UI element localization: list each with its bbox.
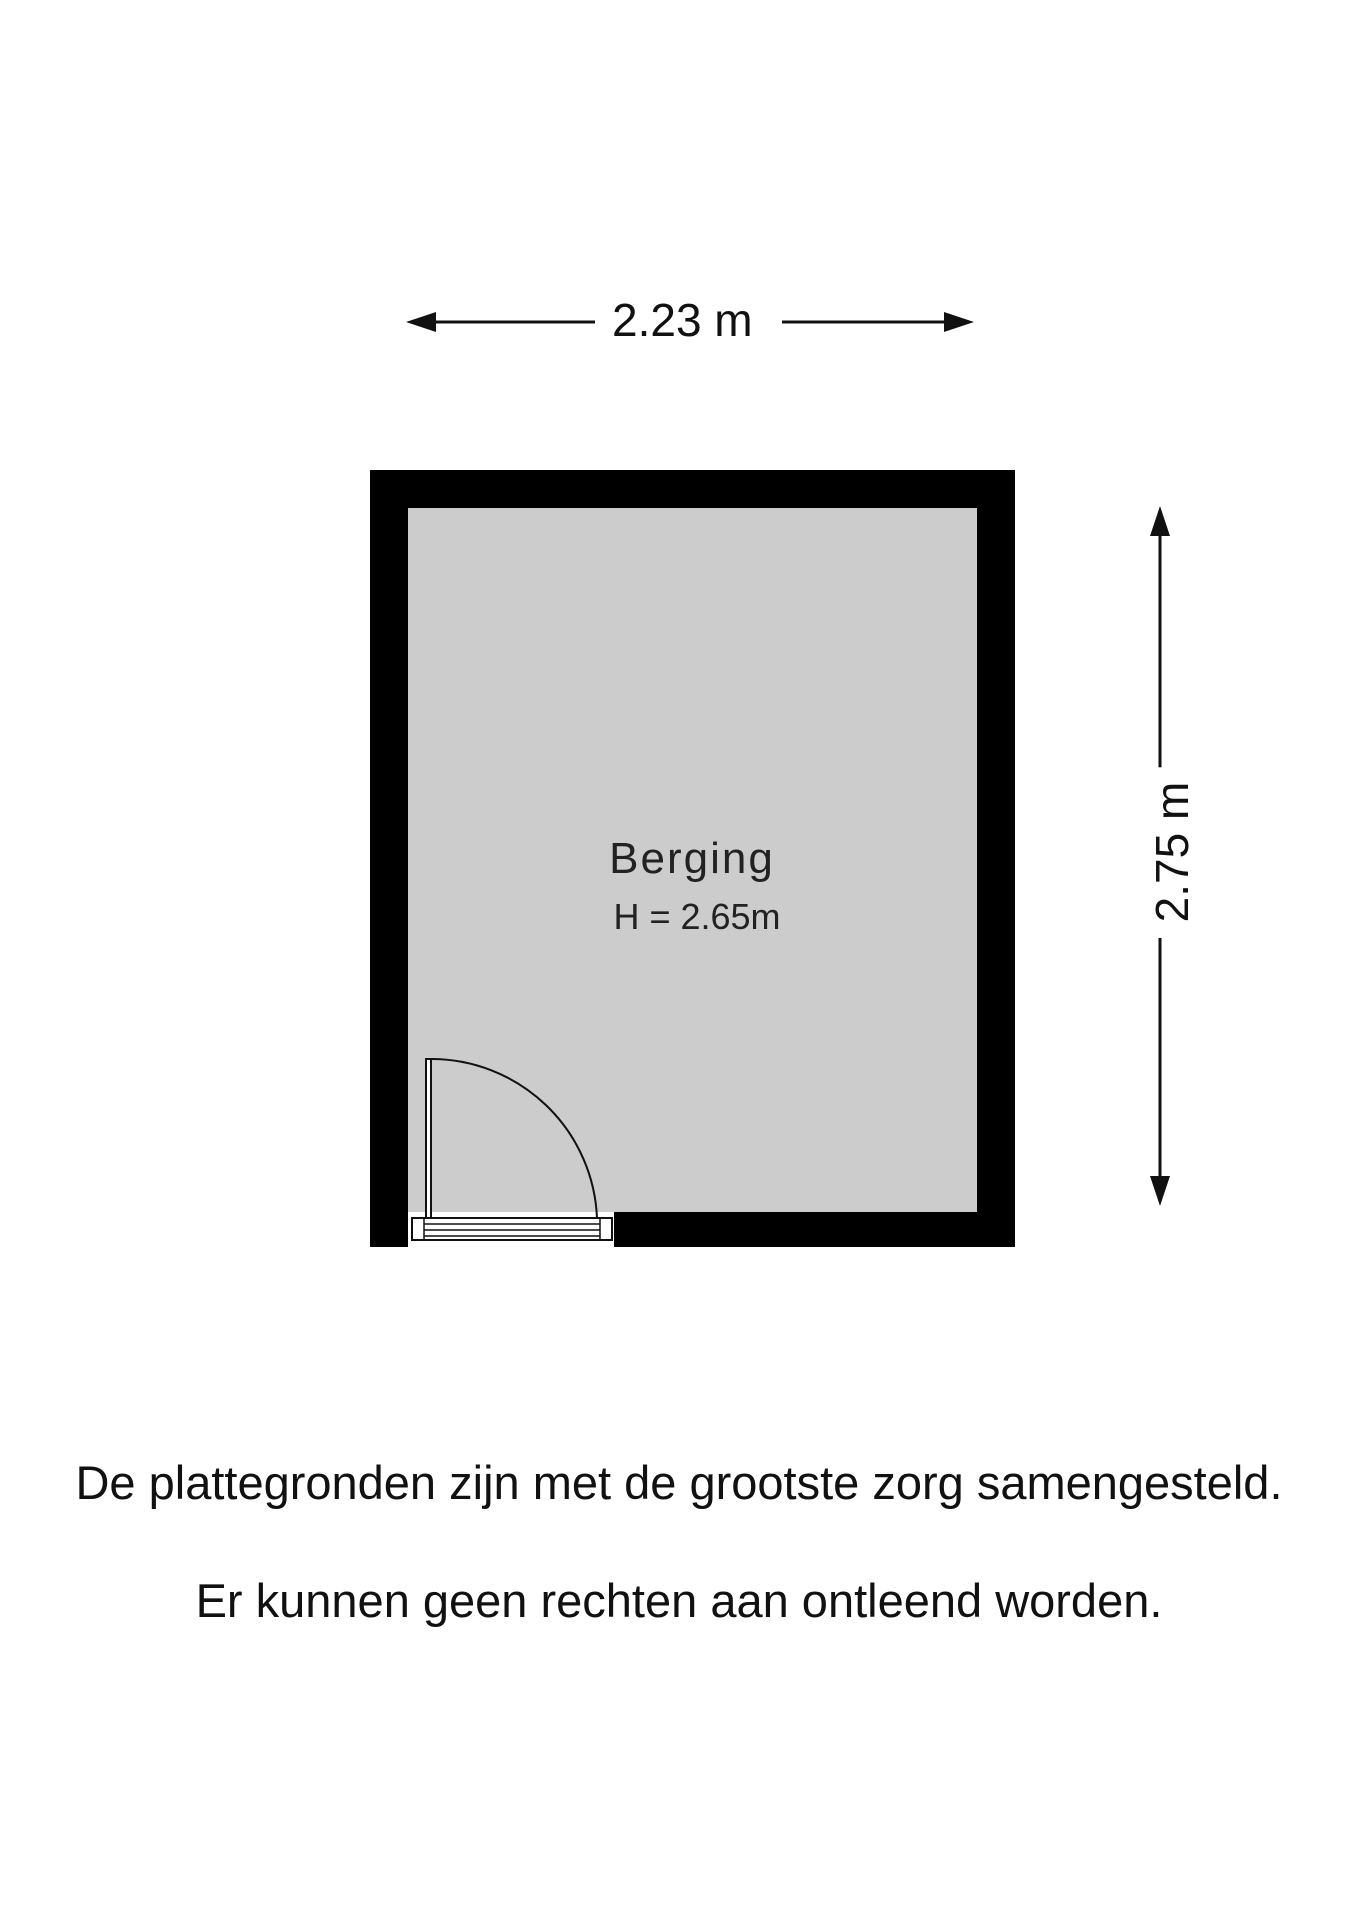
door-leaf (426, 1059, 431, 1218)
room-name: Berging (609, 834, 775, 883)
height-dimension-label: 2.75 m (1149, 768, 1195, 937)
arrow-right-icon (944, 312, 974, 332)
arrow-left-icon (406, 312, 436, 332)
disclaimer-line-2: Er kunnen geen rechten aan ontleend worden. (195, 1574, 1163, 1627)
room-height: H = 2.65m (613, 896, 781, 937)
arrow-up-icon (1150, 506, 1170, 536)
disclaimer-line-1: De plattegronden zijn met de grootste zorg samengesteld. (75, 1456, 1283, 1509)
arrow-down-icon (1150, 1176, 1170, 1206)
width-dimension-label: 2.23 m (600, 297, 765, 343)
